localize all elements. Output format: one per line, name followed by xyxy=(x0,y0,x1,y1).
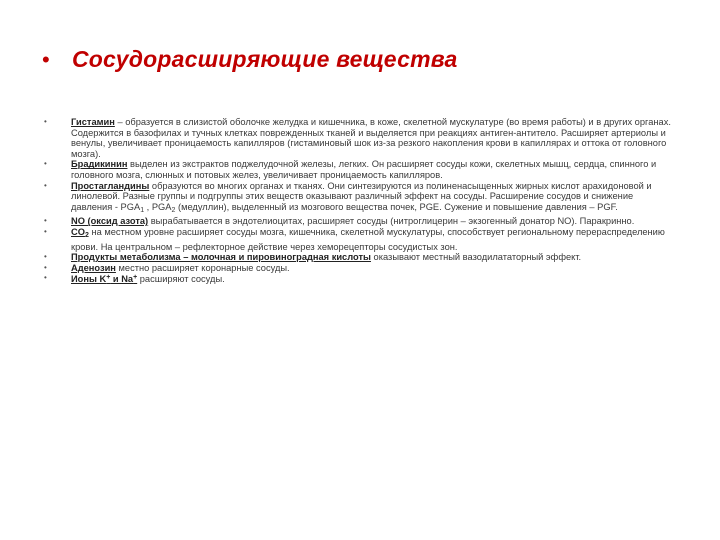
bullet-icon: • xyxy=(44,273,47,283)
item-text xyxy=(71,263,674,274)
term-co2 xyxy=(71,227,89,237)
term-ions-na: и Na xyxy=(110,274,134,285)
bullet-icon: • xyxy=(44,117,47,126)
term-nitric-oxide: NO (оксид азота) xyxy=(71,216,149,227)
item-description: на местном уровне расширяет сосуды мозга, кишечника, скелетной мускулатуры, способствует региональному перераспределению крови. На центральном – рефлекторное действие через хеморецепторы сосудистых зон. xyxy=(71,226,665,252)
term-ions-k: Ионы K xyxy=(71,274,107,285)
subscript: 2 xyxy=(84,231,89,239)
superscript: + xyxy=(106,274,111,282)
item-description: (медуллин), выделенный из мозгового вещества почек, PGE. Сужение и повышение давления – PGF. xyxy=(175,201,618,212)
bullet-icon: • xyxy=(44,252,47,262)
term-metabolites: Продукты метаболизма – молочная и пировиноградная кислоты xyxy=(71,252,371,263)
item-description: – образуется в слизистой оболочке желудка и кишечника, в коже, скелетной мускулатуре (во время работы) и в других органах. Содержится в базофилах и тучных клетках поврежденных тканей и выделяется при реакциях антиген-антитело. Расширяет артериолы и венулы, увеличивает проницаемость капилляров (гистаминовый шок из-за резкого накопления крови в капиллярах и оттока от головного мозга). xyxy=(71,117,671,159)
list-item-histamine xyxy=(44,117,674,159)
item-description: расширяют сосуды. xyxy=(137,274,225,285)
item-description: вырабатывается в эндотелиоцитах, расширяет сосуды (нитроглицерин – экзогенный донатор NO). Паракринно. xyxy=(148,216,635,227)
item-text xyxy=(71,159,674,180)
item-text xyxy=(71,252,674,263)
bullet-icon: • xyxy=(44,180,47,190)
slide-title: Сосудорасширяющие вещества xyxy=(72,46,458,72)
bullet-icon: • xyxy=(44,159,47,169)
list-item-ions xyxy=(44,273,674,285)
term-histamine: Гистамин xyxy=(71,117,115,127)
item-text xyxy=(71,181,674,217)
title-bullet-icon: • xyxy=(42,46,50,72)
item-description: , PGA xyxy=(144,201,172,212)
title-row xyxy=(42,46,682,73)
list-item-metabolites xyxy=(44,252,674,263)
list-item-adenosine xyxy=(44,263,674,274)
item-text xyxy=(71,227,674,252)
term-prostaglandins: Простагландины xyxy=(71,180,150,191)
subscript: 1 xyxy=(140,206,145,214)
item-description: выделен из экстрактов поджелудочной железы, легких. Он расширяет сосуды кожи, скелетных мышц, сердца, спинного и головного мозга, слюнных и потовых желез, увеличивает проницаемость капилляров. xyxy=(71,159,657,180)
list-item-co2 xyxy=(44,227,674,252)
term-adenosine: Аденозин xyxy=(71,262,116,273)
item-text xyxy=(71,273,674,285)
bullet-icon: • xyxy=(44,262,47,272)
list-item-bradykinin xyxy=(44,159,674,180)
term-bradykinin: Брадикинин xyxy=(71,159,128,170)
bullet-icon: • xyxy=(44,226,47,236)
term-ions xyxy=(71,274,137,284)
list-item-nitric-oxide xyxy=(44,216,674,227)
item-description: образуются во многих органах и тканях. Они синтезируются из полиненасыщенных жирных кислот арахидоновой и линолевой. Разные группы и подгруппы этих веществ оказывают различный эффект на сосуды. Расширение сосудов и снижение давления - PGA xyxy=(71,180,652,212)
bullet-icon: • xyxy=(44,216,47,226)
content-list xyxy=(44,117,674,285)
item-description: оказывают местный вазодилататорный эффект. xyxy=(370,252,582,263)
subscript: 2 xyxy=(171,206,176,214)
item-description: местно расширяет коронарные сосуды. xyxy=(115,262,290,273)
item-text xyxy=(71,216,674,227)
term-co2-label: CO xyxy=(71,226,85,237)
list-item-prostaglandins xyxy=(44,181,674,217)
item-text xyxy=(71,117,674,159)
superscript: + xyxy=(133,274,138,282)
